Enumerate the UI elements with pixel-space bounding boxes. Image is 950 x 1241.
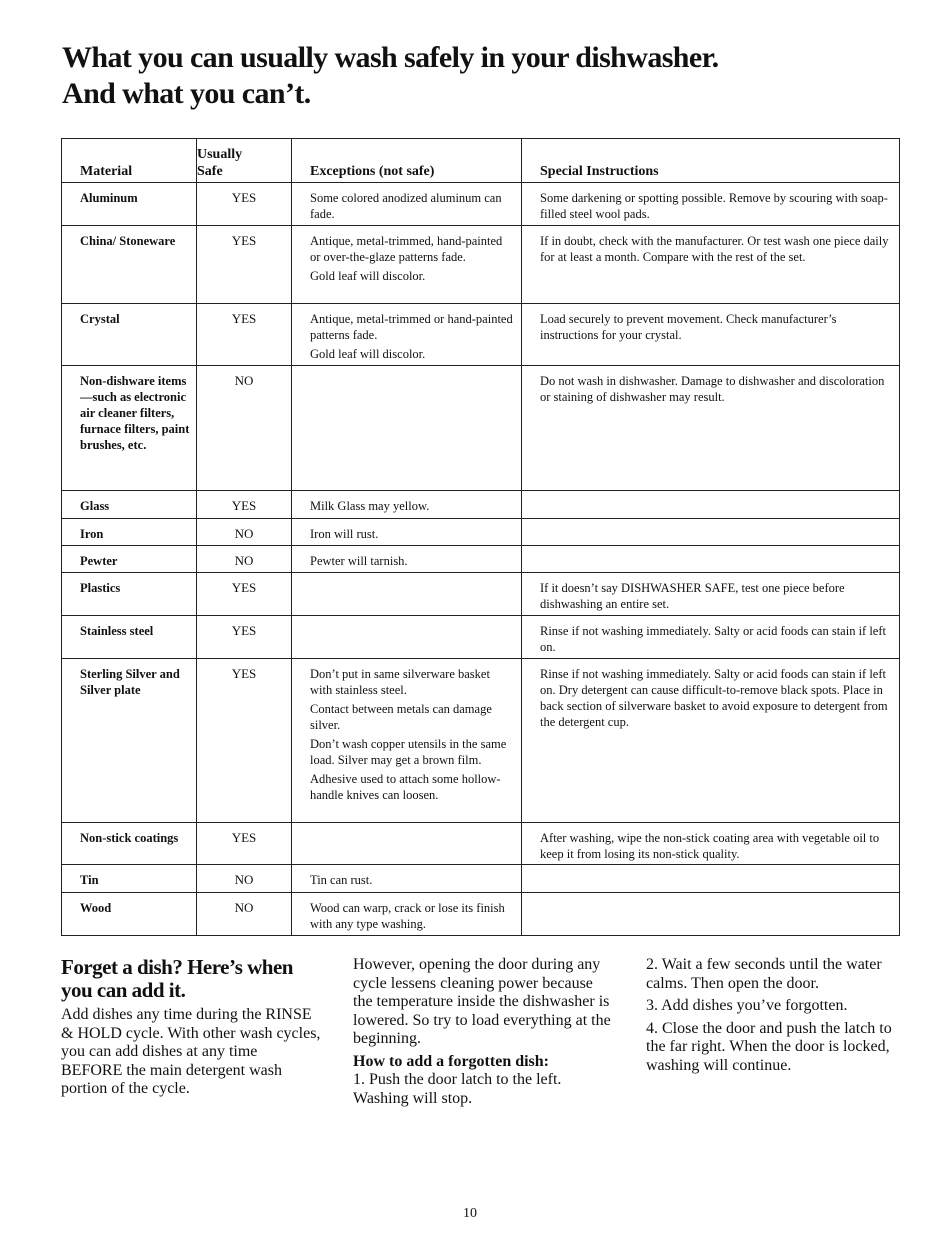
table-row xyxy=(62,823,900,865)
table-row xyxy=(62,491,900,519)
cell-exceptions xyxy=(292,546,522,573)
exception-line: Don’t put in same silverware basket with stainless steel. xyxy=(310,667,490,697)
title-line-2: And what you can’t. xyxy=(62,77,311,110)
step-4: 4. Close the door and push the latch to the far right. When the door is locked, washing will continue. xyxy=(646,1019,892,1074)
cell-exceptions xyxy=(292,519,522,546)
cell-exceptions xyxy=(292,304,522,366)
exception-line: Iron will rust. xyxy=(310,527,379,541)
table-row xyxy=(62,366,900,491)
step-1: 1. Push the door latch to the left. Washing will stop. xyxy=(353,1071,562,1107)
table-row xyxy=(62,573,900,616)
cell-special-instructions xyxy=(522,893,900,936)
cell-material: Glass xyxy=(62,491,197,519)
cell-usually-safe: NO xyxy=(197,546,292,573)
cell-material: Wood xyxy=(62,893,197,936)
cell-special-instructions xyxy=(522,546,900,573)
how-to-add-heading: How to add a forgotten dish: xyxy=(353,1052,550,1070)
forget-column-3 xyxy=(646,956,896,1079)
cell-usually-safe: YES xyxy=(197,491,292,519)
table-row xyxy=(62,865,900,893)
table-header-row xyxy=(62,139,900,183)
cell-special-instructions: After washing, wipe the non-stick coating area with vegetable oil to keep it from losing its non-stick quality. xyxy=(522,823,900,865)
cell-exceptions xyxy=(292,366,522,491)
cell-usually-safe: NO xyxy=(197,366,292,491)
cell-usually-safe: YES xyxy=(197,573,292,616)
exception-line: Antique, metal-trimmed or hand-painted patterns fade. xyxy=(310,312,513,342)
forget-column-1 xyxy=(61,956,321,1103)
cell-special-instructions xyxy=(522,491,900,519)
cell-special-instructions: Some darkening or spotting possible. Remove by scouring with soap-filled steel wool pads. xyxy=(522,183,900,226)
cell-usually-safe: YES xyxy=(197,616,292,659)
cell-material: Pewter xyxy=(62,546,197,573)
step-3: 3. Add dishes you’ve forgotten. xyxy=(646,997,848,1014)
table-row xyxy=(62,183,900,226)
page-number: 10 xyxy=(463,1206,477,1221)
cell-special-instructions: If in doubt, check with the manufacturer. Or test wash one piece daily for at least a month. Compare with the rest of the set. xyxy=(522,226,900,304)
cell-exceptions xyxy=(292,573,522,616)
cell-usually-safe: YES xyxy=(197,183,292,226)
table-row xyxy=(62,226,900,304)
cell-usually-safe: YES xyxy=(197,659,292,823)
forget-column-2 xyxy=(353,956,615,1112)
forget-intro-text: Add dishes any time during the RINSE & HOLD cycle. With other wash cycles, you can add dishes at any time BEFORE the main detergent wash portion of the cycle. xyxy=(61,1006,321,1097)
cell-special-instructions xyxy=(522,519,900,546)
cell-exceptions xyxy=(292,823,522,865)
header-special-instructions: Special Instructions xyxy=(522,139,900,183)
table-row xyxy=(62,546,900,573)
title-line-1: What you can usually wash safely in your dishwasher. xyxy=(62,41,719,74)
cell-material: Non-stick coatings xyxy=(62,823,197,865)
table-body xyxy=(62,183,900,936)
header-safe-line-2: Safe xyxy=(197,164,223,179)
cell-special-instructions: If it doesn’t say DISHWASHER SAFE, test one piece before dishwashing an entire set. xyxy=(522,573,900,616)
cell-special-instructions: Rinse if not washing immediately. Salty or acid foods can stain if left on. Dry detergent can cause difficult-to-remove black spots. Place in back section of silverware basket to avoid exposure to detergent from the detergent cup. xyxy=(522,659,900,823)
header-material: Material xyxy=(62,139,197,183)
cell-material: Plastics xyxy=(62,573,197,616)
exception-line: Adhesive used to attach some hollow-handle knives can loosen. xyxy=(310,772,501,802)
cell-exceptions xyxy=(292,226,522,304)
cell-exceptions xyxy=(292,865,522,893)
cell-exceptions xyxy=(292,893,522,936)
cell-material: Iron xyxy=(62,519,197,546)
header-exceptions: Exceptions (not safe) xyxy=(292,139,522,183)
exception-line: Pewter will tarnish. xyxy=(310,554,408,568)
cell-usually-safe: YES xyxy=(197,304,292,366)
cell-usually-safe: NO xyxy=(197,893,292,936)
cell-material: Non-dishware items—such as electronic air cleaner filters, furnace filters, paint brushes, etc. xyxy=(62,366,197,491)
exception-line: Don’t wash copper utensils in the same load. Silver may get a brown film. xyxy=(310,737,507,767)
cell-material: China/ Stoneware xyxy=(62,226,197,304)
exception-line: Gold leaf will discolor. xyxy=(310,269,426,283)
page-title xyxy=(62,40,922,112)
table-row xyxy=(62,519,900,546)
dishwasher-compatibility-table xyxy=(61,138,900,936)
cell-exceptions xyxy=(292,616,522,659)
exception-line: Some colored anodized aluminum can fade. xyxy=(310,191,502,221)
cell-material: Tin xyxy=(62,865,197,893)
cell-material: Crystal xyxy=(62,304,197,366)
cell-exceptions xyxy=(292,183,522,226)
exception-line: Gold leaf will discolor. xyxy=(310,347,426,361)
cell-usually-safe: NO xyxy=(197,865,292,893)
header-safe-line-1: Usually xyxy=(197,147,243,162)
exception-line: Wood can warp, crack or lose its finish with any type washing. xyxy=(310,901,505,931)
cell-special-instructions xyxy=(522,865,900,893)
table-row xyxy=(62,893,900,936)
cell-special-instructions: Rinse if not washing immediately. Salty or acid foods can stain if left on. xyxy=(522,616,900,659)
exception-line: Milk Glass may yellow. xyxy=(310,499,430,513)
cell-material: Sterling Silver and Silver plate xyxy=(62,659,197,823)
cell-usually-safe: YES xyxy=(197,823,292,865)
exception-line: Tin can rust. xyxy=(310,873,373,887)
cell-usually-safe: YES xyxy=(197,226,292,304)
cell-usually-safe: NO xyxy=(197,519,292,546)
cell-material: Aluminum xyxy=(62,183,197,226)
forget-heading: Forget a dish? Here’s when you can add it. xyxy=(61,955,293,1002)
table-row xyxy=(62,616,900,659)
cell-exceptions xyxy=(292,491,522,519)
header-usually-safe xyxy=(197,139,292,183)
forget-however-text: However, opening the door during any cycle lessens cleaning power because the temperature inside the dishwasher is lowered. So try to load everything at the beginning. xyxy=(353,956,611,1047)
step-2: 2. Wait a few seconds until the water calms. Then open the door. xyxy=(646,956,882,992)
cell-material: Stainless steel xyxy=(62,616,197,659)
exception-line: Contact between metals can damage silver. xyxy=(310,702,492,732)
table-row xyxy=(62,304,900,366)
exception-line: Antique, metal-trimmed, hand-painted or over-the-glaze patterns fade. xyxy=(310,234,503,264)
cell-special-instructions: Load securely to prevent movement. Check manufacturer’s instructions for your crystal. xyxy=(522,304,900,366)
cell-exceptions xyxy=(292,659,522,823)
cell-special-instructions: Do not wash in dishwasher. Damage to dishwasher and discoloration or staining of dishwasher may result. xyxy=(522,366,900,491)
table-row xyxy=(62,659,900,823)
